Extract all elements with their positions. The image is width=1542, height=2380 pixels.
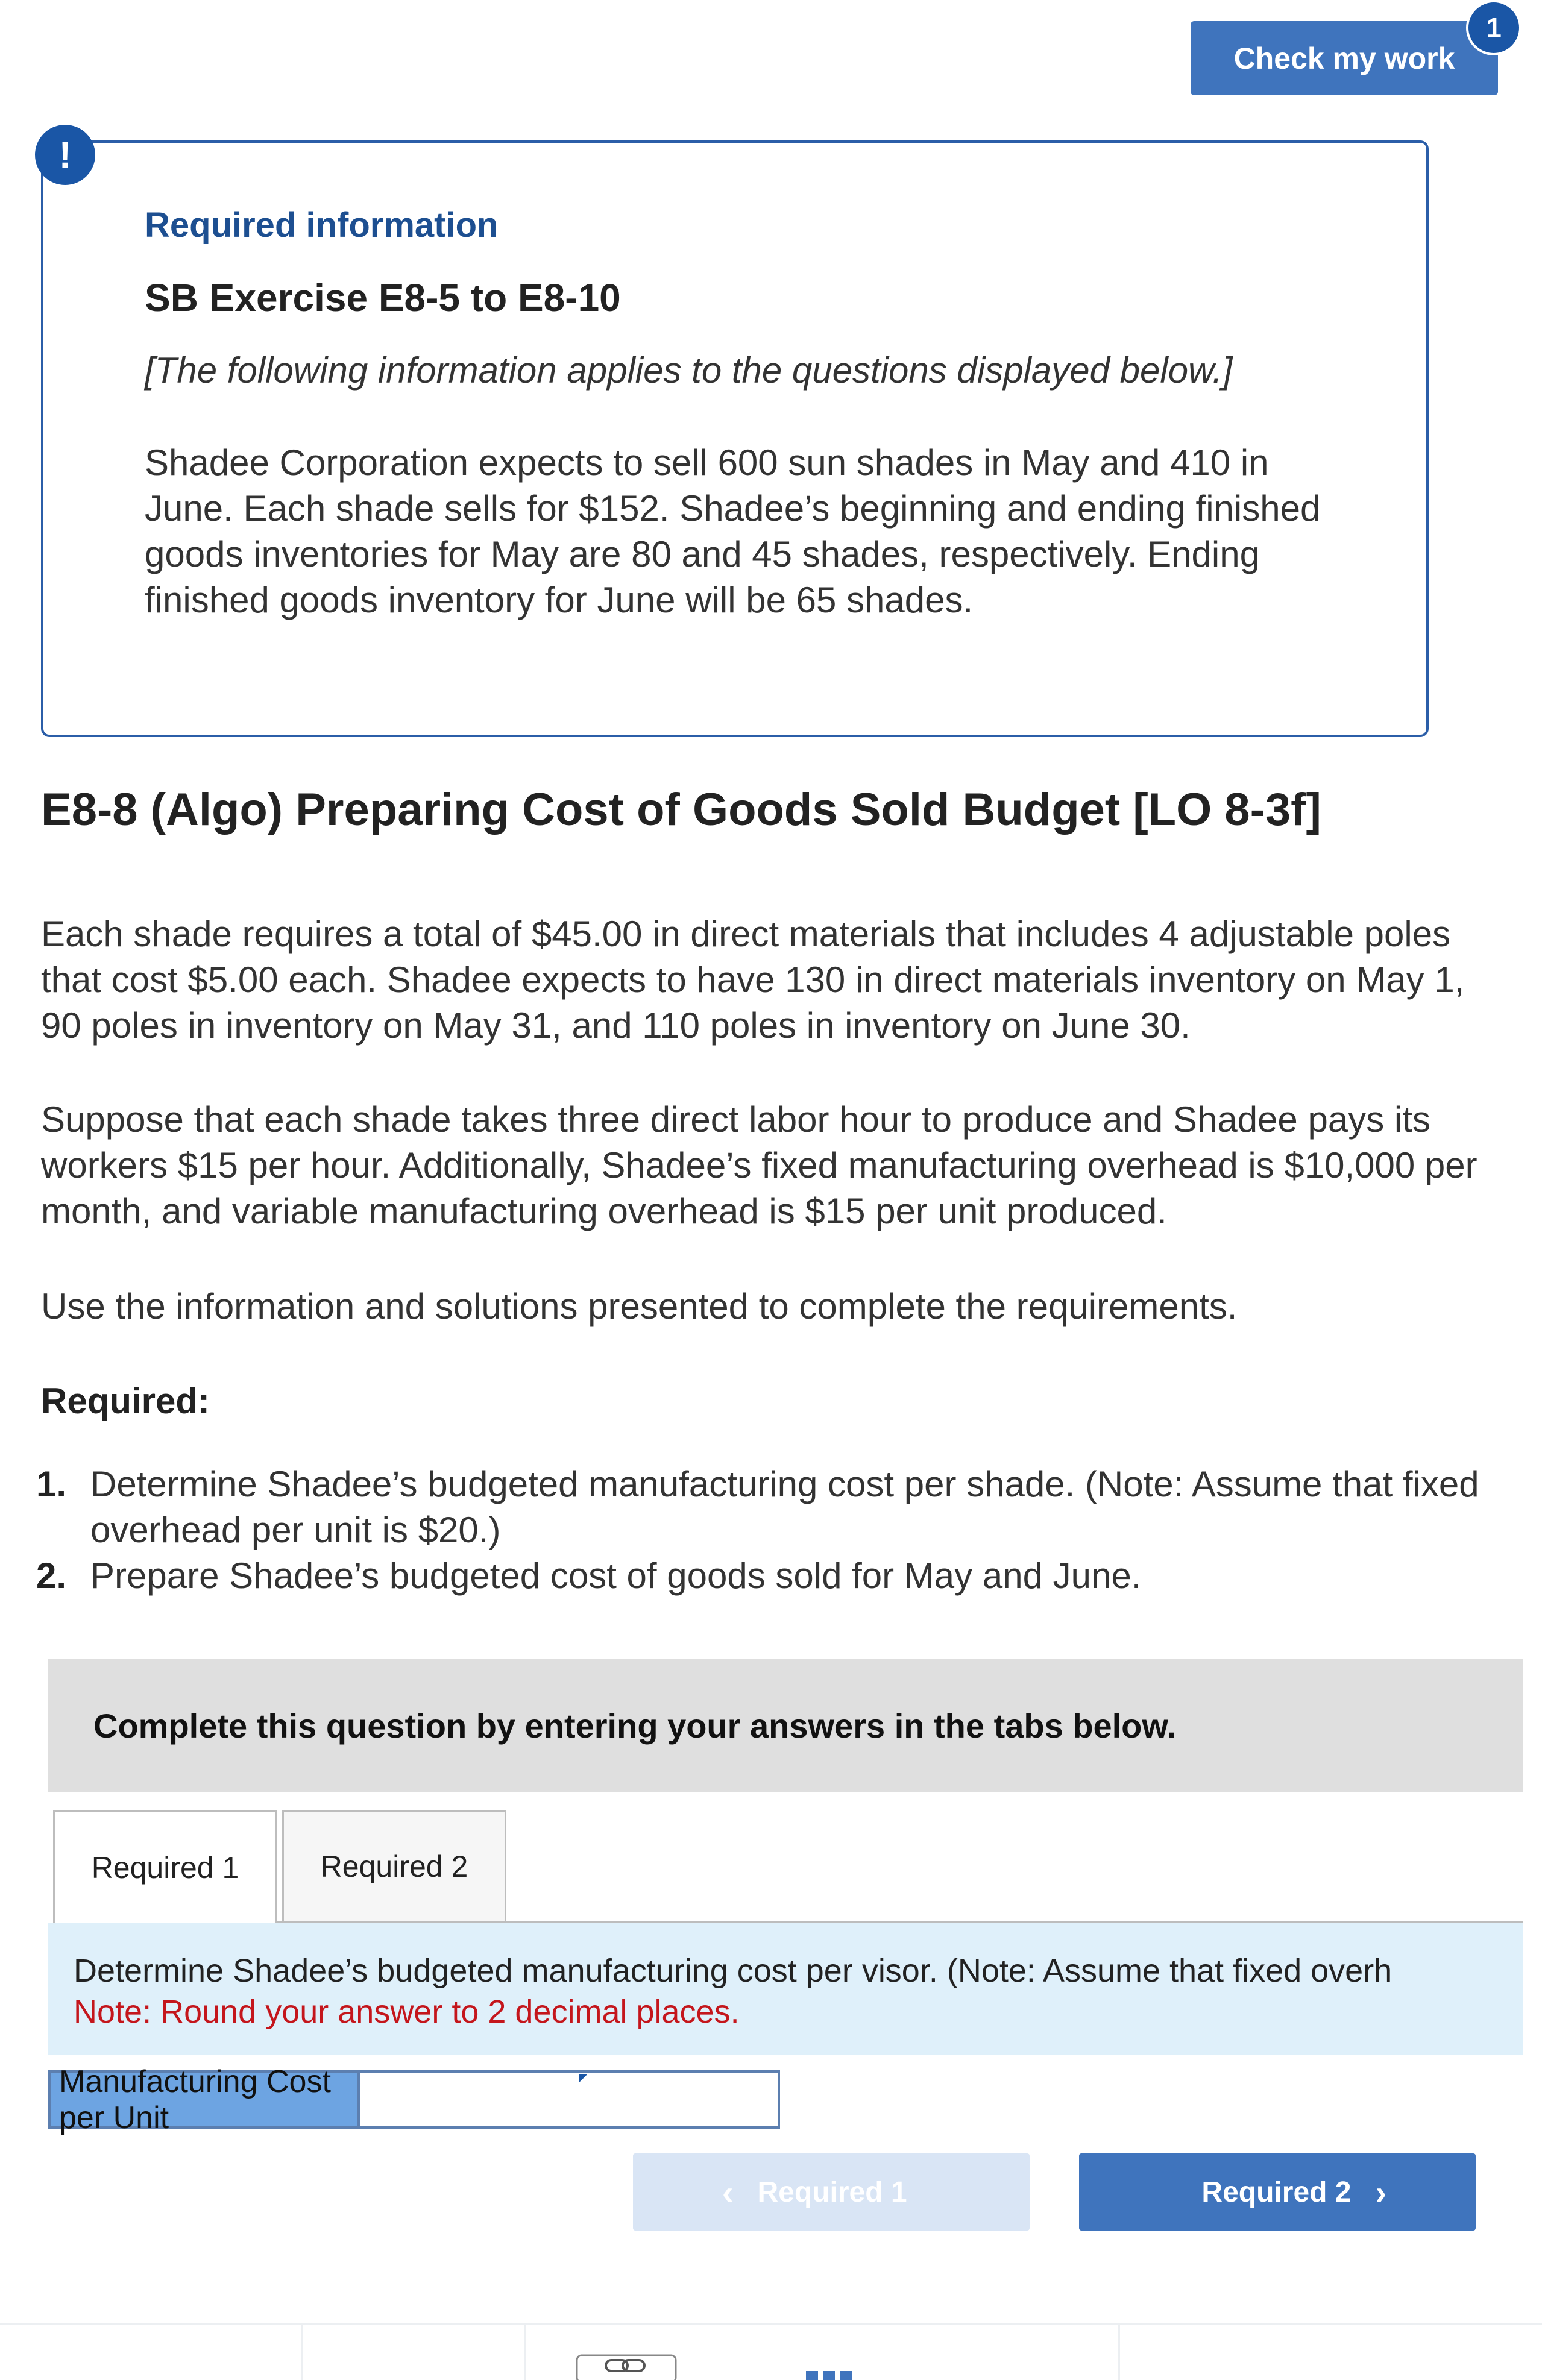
instructions-paragraph: Use the information and solutions presented to complete the requirements. [41,1286,1238,1327]
tab-required-2[interactable]: Required 2 [282,1810,506,1923]
requirement-text: Prepare Shadee’s budgeted cost of goods sold for May and June. [90,1556,1142,1596]
chevron-right-icon: › [1375,2173,1387,2211]
exercise-title: E8-8 (Algo) Preparing Cost of Goods Sold Budget [LO 8-3f] [41,784,1321,835]
link-icon[interactable] [576,2349,677,2380]
required-information-title: Required information [145,206,499,245]
complete-instructions-bar [48,1659,1523,1792]
previous-label: Required 1 [757,2176,907,2208]
exercise-range-title: SB Exercise E8-5 to E8-10 [145,276,621,319]
applies-note: [The following information applies to the questions displayed below.] [145,350,1233,391]
grid-icon[interactable] [805,2369,853,2380]
footer-separator [1118,2323,1120,2380]
question-panel [48,1923,1523,2055]
requirement-text: Determine Shadee’s budgeted manufacturing cost per shade. (Note: Assume that fixed overhead per unit is $20.) [90,1464,1479,1550]
next-required-button[interactable] [1079,2153,1476,2231]
manufacturing-cost-input[interactable] [357,2073,778,2126]
required-heading: Required: [41,1381,210,1421]
next-label: Required 2 [1201,2176,1352,2208]
footer-separator [301,2323,303,2380]
requirements-list [36,1462,1483,1599]
requirement-item [36,1462,1483,1553]
previous-required-button[interactable] [633,2153,1030,2231]
requirement-number: 1. [36,1464,67,1504]
check-my-work-button[interactable]: Check my work [1191,21,1498,95]
answer-row [48,2064,780,2135]
input-corner-marker-icon [579,2074,588,2082]
tab-required-1[interactable]: Required 1 [53,1810,277,1923]
alert-icon: ! [35,125,95,185]
rounding-note: Note: Round your answer to 2 decimal places. [74,1994,740,2030]
complete-instructions-text: Complete this question by entering your answers in the tabs below. [93,1706,1177,1745]
question-text: Determine Shadee’s budgeted manufacturing cost per visor. (Note: Assume that fixed overh [74,1953,1393,1989]
chevron-left-icon: ‹ [722,2173,734,2211]
manufacturing-cost-label: Manufacturing Cost per Unit [51,2073,357,2126]
labor-overhead-paragraph: Suppose that each shade takes three direct labor hour to produce and Shadee pays its workers $15 per hour. Additionally, Shadee’s fixed manufacturing overhead is $10,000 per month, and variable manufacturing overhead is $15 per unit produced. [41,1099,1477,1231]
requirement-item [36,1553,1483,1599]
footer-divider [0,2323,1542,2325]
materials-paragraph: Each shade requires a total of $45.00 in direct materials that includes 4 adjustable poles that cost $5.00 each. Shadee expects to have 130 in direct materials inventory on May 1, 90 poles in inventory on May 31, and 110 poles in inventory on June 30. [41,914,1465,1046]
footer-separator [524,2323,526,2380]
notification-badge: 1 [1466,0,1522,55]
scenario-text: Shadee Corporation expects to sell 600 sun shades in May and 410 in June. Each shade sells for $152. Shadee’s beginning and ending finished goods inventories for May are 80 and 45 shades, respectively. Ending finished goods inventory for June will be 65 shades. [145,442,1321,620]
requirement-number: 2. [36,1556,67,1596]
